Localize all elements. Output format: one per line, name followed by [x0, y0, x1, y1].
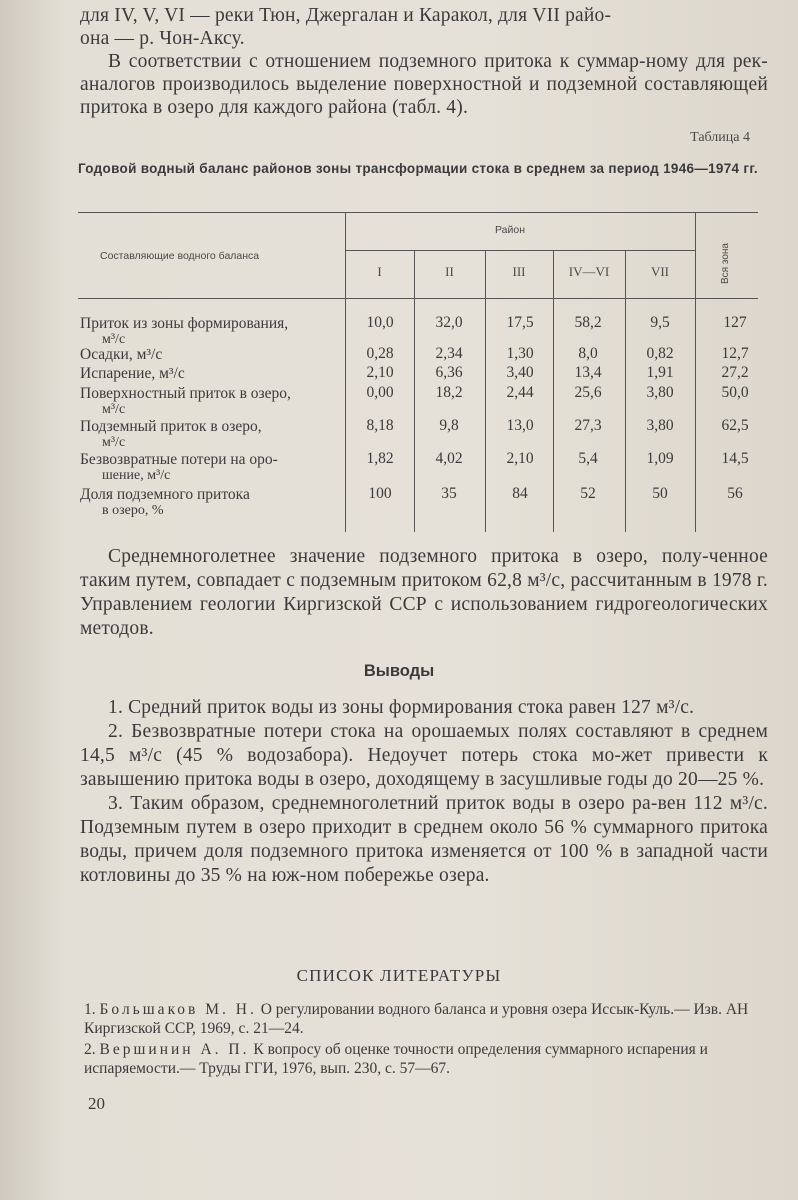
table-cell: 27,3 — [574, 417, 602, 434]
references-heading: СПИСОК ЛИТЕРАТУРЫ — [296, 966, 502, 985]
intro-text — [80, 4, 768, 119]
reference-item-2 — [84, 1040, 774, 1078]
table-row-label-text: Испарение, м³/с — [80, 365, 185, 382]
table-title: Годовой водный баланс районов зоны трансформации стока в среднем за период 1946—1974 гг. — [78, 161, 758, 176]
reference-author: Вершинин А. П. — [99, 1041, 250, 1058]
table-cell: 35 — [441, 485, 457, 502]
table-cell: 50,0 — [721, 384, 749, 401]
table-row-label-sub: м³/с — [102, 332, 126, 347]
table-total-header: Вся зона — [720, 243, 731, 284]
table-row-label-text: Подземный приток в озеро, — [80, 418, 262, 435]
table-cell: 5,4 — [578, 450, 598, 467]
table-cell: 2,10 — [506, 450, 534, 467]
table-row-label — [80, 386, 345, 418]
table-cell: 52 — [580, 485, 596, 502]
page-number: 20 — [88, 1094, 105, 1113]
table-cell: 3,40 — [506, 364, 534, 381]
table-cell: 3,80 — [646, 384, 674, 401]
table-cell: 0,82 — [646, 345, 674, 362]
table-cell: 62,5 — [721, 417, 749, 434]
conclusions-heading: Выводы — [363, 662, 435, 680]
table-cell: 9,8 — [439, 417, 459, 434]
table-cell: 1,91 — [646, 364, 674, 381]
reference-number: 2. — [84, 1041, 96, 1058]
table-row-label — [80, 487, 345, 519]
table-cell: 100 — [368, 485, 392, 502]
table-row-label-text: Безвозвратные потери на оро- — [80, 451, 278, 468]
table-row-label-sub: м³/с — [102, 402, 126, 417]
table-cell: 4,02 — [435, 450, 463, 467]
table-cell: 0,00 — [366, 384, 394, 401]
table-row-label-text: Поверхностный приток в озеро, — [80, 385, 291, 402]
reference-number: 1. — [84, 1001, 96, 1018]
table-cell: 14,5 — [721, 450, 749, 467]
table-row-label — [80, 366, 345, 382]
table-header-rule — [78, 298, 758, 299]
table-cell: 1,30 — [506, 345, 534, 362]
table-top-rule — [78, 212, 758, 213]
table-col-header: II — [445, 264, 454, 279]
intro-paragraph: В соответствии с отношением подземного притока к суммар-ному для рек-аналогов производилось выделение поверхностной и подземной составляющей притока в озеро для каждого района (табл. 4). — [80, 51, 768, 118]
intro-line-2: она — р. Чон-Аксу. — [80, 28, 245, 49]
table-cell: 1,09 — [646, 450, 674, 467]
table-cell: 18,2 — [435, 384, 463, 401]
reference-text: О регулировании водного баланса и уровня озера Иссык-Куль.— Изв. АН Киргизской ССР, 1969, с. 21—24. — [84, 1001, 749, 1037]
table-cell: 10,0 — [366, 314, 394, 331]
table-row-label — [80, 316, 345, 348]
table-cell: 1,82 — [366, 450, 394, 467]
after-table-text — [80, 545, 768, 641]
table-caption: Таблица 4 — [690, 130, 750, 145]
reference-text: К вопросу об оценке точности определения суммарного испарения и испаряемости.— Труды ГГИ, 1976, вып. 230, с. 57—67. — [84, 1041, 708, 1077]
table-cell: 50 — [652, 485, 668, 502]
table-row-label-sub: шение, м³/с — [102, 468, 171, 483]
after-table-paragraph: Среднемноголетнее значение подземного притока в озеро, полу-ченное таким путем, совпадает с подземным притоком 62,8 м³/с, рассчитанным в 1978 г. Управлением геологии Киргизской ССР с использованием гидрогеологических методов. — [80, 546, 768, 639]
table-col-header: I — [377, 264, 382, 279]
table-col-header: III — [512, 264, 526, 279]
table-cell: 58,2 — [574, 314, 602, 331]
table-cell: 13,0 — [506, 417, 534, 434]
reference-author: Большаков М. Н. — [99, 1001, 257, 1018]
table-cell: 0,28 — [366, 345, 394, 362]
table-col-header: VII — [650, 264, 670, 279]
table-cell: 2,10 — [366, 364, 394, 381]
table-row-label-sub: в озеро, % — [102, 503, 164, 518]
table-cell: 84 — [512, 485, 528, 502]
table-row-label-text: Осадки, м³/с — [80, 346, 163, 363]
table-cell: 3,80 — [646, 417, 674, 434]
table-col-header: IV—VI — [568, 264, 610, 279]
table-stub-header: Составляющие водного баланса — [100, 250, 260, 262]
table-group-header: Район — [495, 224, 525, 236]
table-cell: 6,36 — [435, 364, 463, 381]
table-cell: 27,2 — [721, 364, 749, 381]
table-cell: 2,44 — [506, 384, 534, 401]
table-row-label — [80, 452, 345, 484]
conclusion-item-1: 1. Средний приток воды из зоны формирования стока равен 127 м³/с. — [108, 697, 695, 718]
table-row-label — [80, 347, 345, 363]
table-row-label-text: Доля подземного притока — [80, 486, 250, 503]
table-cell: 12,7 — [721, 345, 749, 362]
table-cell: 8,0 — [578, 345, 598, 362]
table-cell: 13,4 — [574, 364, 602, 381]
table-cell: 9,5 — [650, 314, 670, 331]
table-cell: 25,6 — [574, 384, 602, 401]
table-cell: 56 — [727, 485, 743, 502]
table-cell: 8,18 — [366, 417, 394, 434]
table-row-label — [80, 419, 345, 451]
table-row-label-sub: м³/с — [102, 435, 126, 450]
conclusions-list — [80, 696, 768, 888]
table-cell: 2,34 — [435, 345, 463, 362]
table-cell: 17,5 — [506, 314, 534, 331]
reference-item-1 — [84, 1000, 774, 1038]
table-group-rule — [345, 250, 695, 251]
conclusion-item-2: 2. Безвозвратные потери стока на орошаемых полях составляют в среднем 14,5 м³/с (45 % водозабора). Недоучет потерь стока мо-жет привести к завышению притока воды в озеро, доходящему в засушливые годы до 20—25 %. — [80, 721, 768, 790]
table-cell: 32,0 — [435, 314, 463, 331]
conclusion-item-3: 3. Таким образом, среднемноголетний приток воды в озеро ра-вен 112 м³/с. Подземным путем в озеро приходит в среднем около 56 % суммарного притока воды, причем доля подземного притока изменяется от 100 % в западной части котловины до 35 % на юж-ном побережье озера. — [80, 793, 768, 886]
table-col-divider — [695, 212, 696, 532]
intro-line-1: для IV, V, VI — реки Тюн, Джергалан и Каракол, для VII райо- — [80, 5, 612, 26]
table-cell: 127 — [723, 314, 747, 331]
table-row-label-text: Приток из зоны формирования, — [80, 315, 289, 332]
